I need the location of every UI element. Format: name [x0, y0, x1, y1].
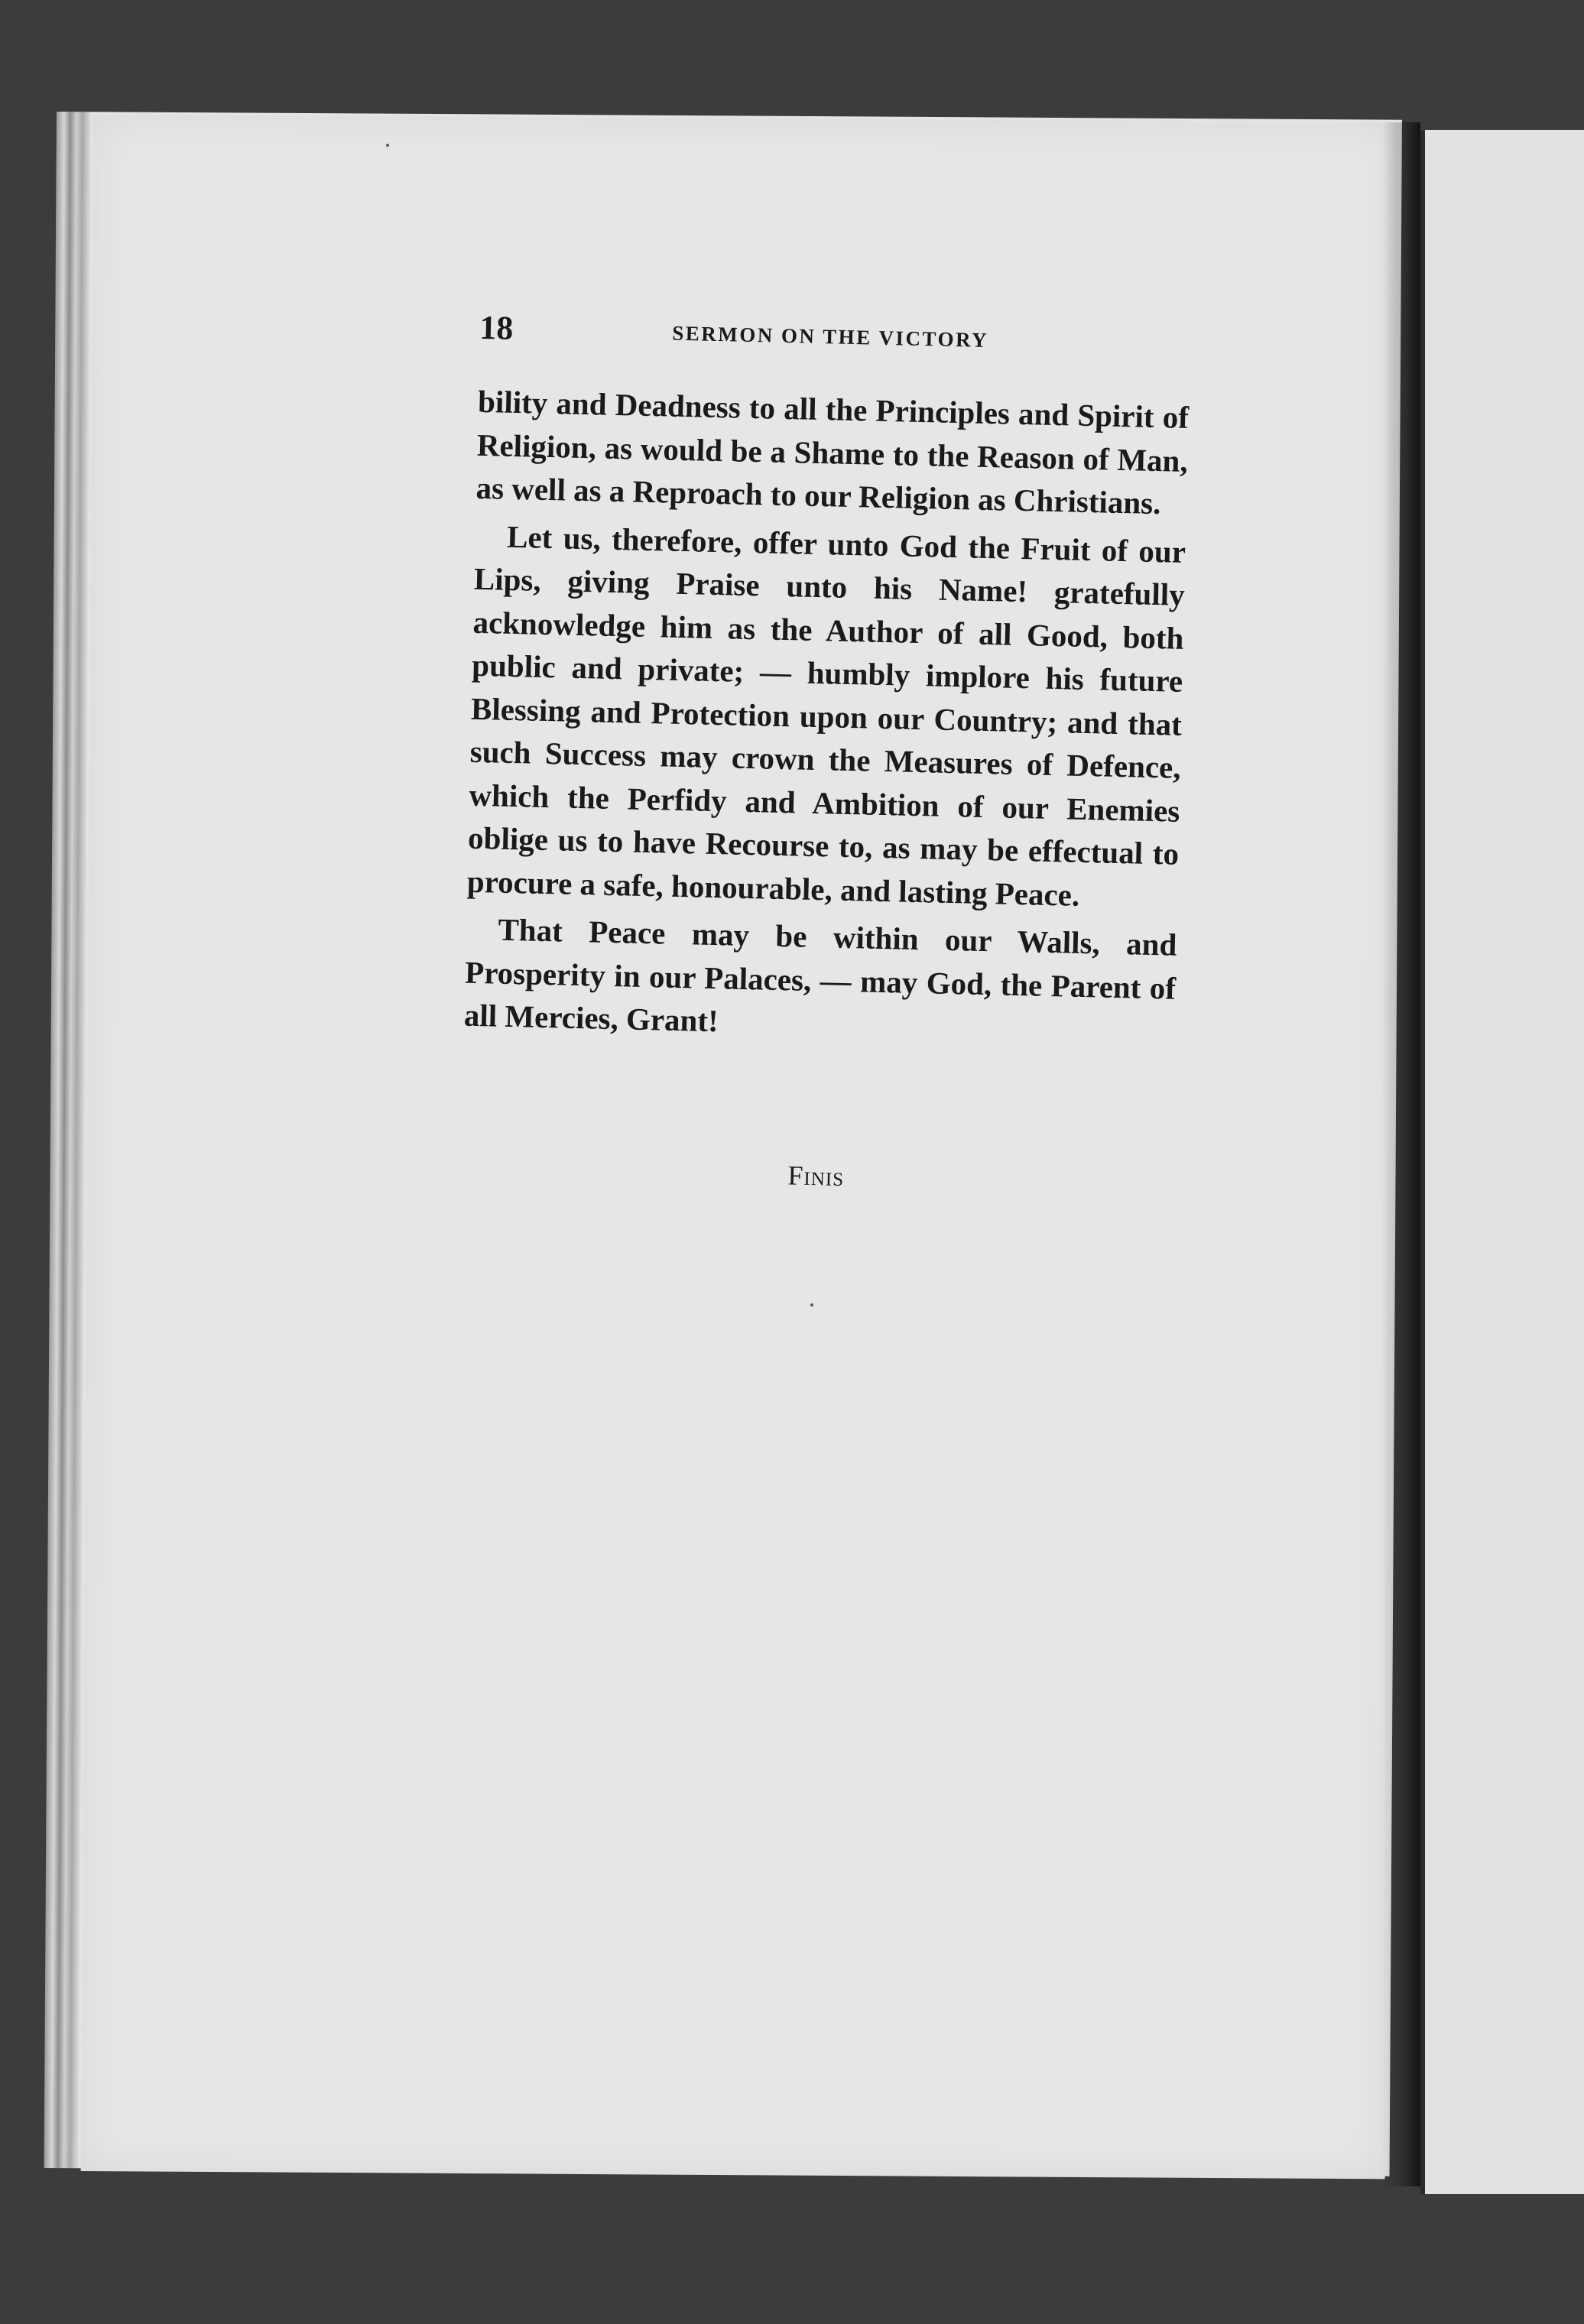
running-title: SERMON ON THE VICTORY — [671, 321, 989, 352]
page-number: 18 — [479, 308, 514, 347]
paragraph: That Peace may be within our Walls, and Prosperity in our Palaces, — may God, the Parent of all Mercies, Grant! — [463, 911, 1177, 1039]
paragraph: bility and Deadness to all the Principles and Spirit of Religion, as would be a Shame to the Reason of Man, as well as a Reproach to our Religion as Christians. — [476, 383, 1190, 521]
gutter-shadow — [1382, 122, 1420, 2186]
dust-speck — [386, 144, 389, 147]
dust-speck — [810, 1303, 813, 1306]
paragraph: Let us, therefore, offer unto God the Fruit of our Lips, giving Praise unto his Name! gratefully acknowledge him as the Author of all Good, both public and private; — humbly implore his future Blessing and Protection upon our Country; and that such Success may crown the Measures of Defence, which the Perfidy and Ambition of our Enemies oblige us to have Recourse to, as may be effectual to procure a safe, honourable, and lasting Peace. — [466, 518, 1186, 913]
page-content — [362, 306, 1190, 1199]
finis-label: Finis — [787, 1159, 845, 1192]
body-text — [365, 378, 1189, 1053]
facing-page — [1420, 130, 1584, 2194]
